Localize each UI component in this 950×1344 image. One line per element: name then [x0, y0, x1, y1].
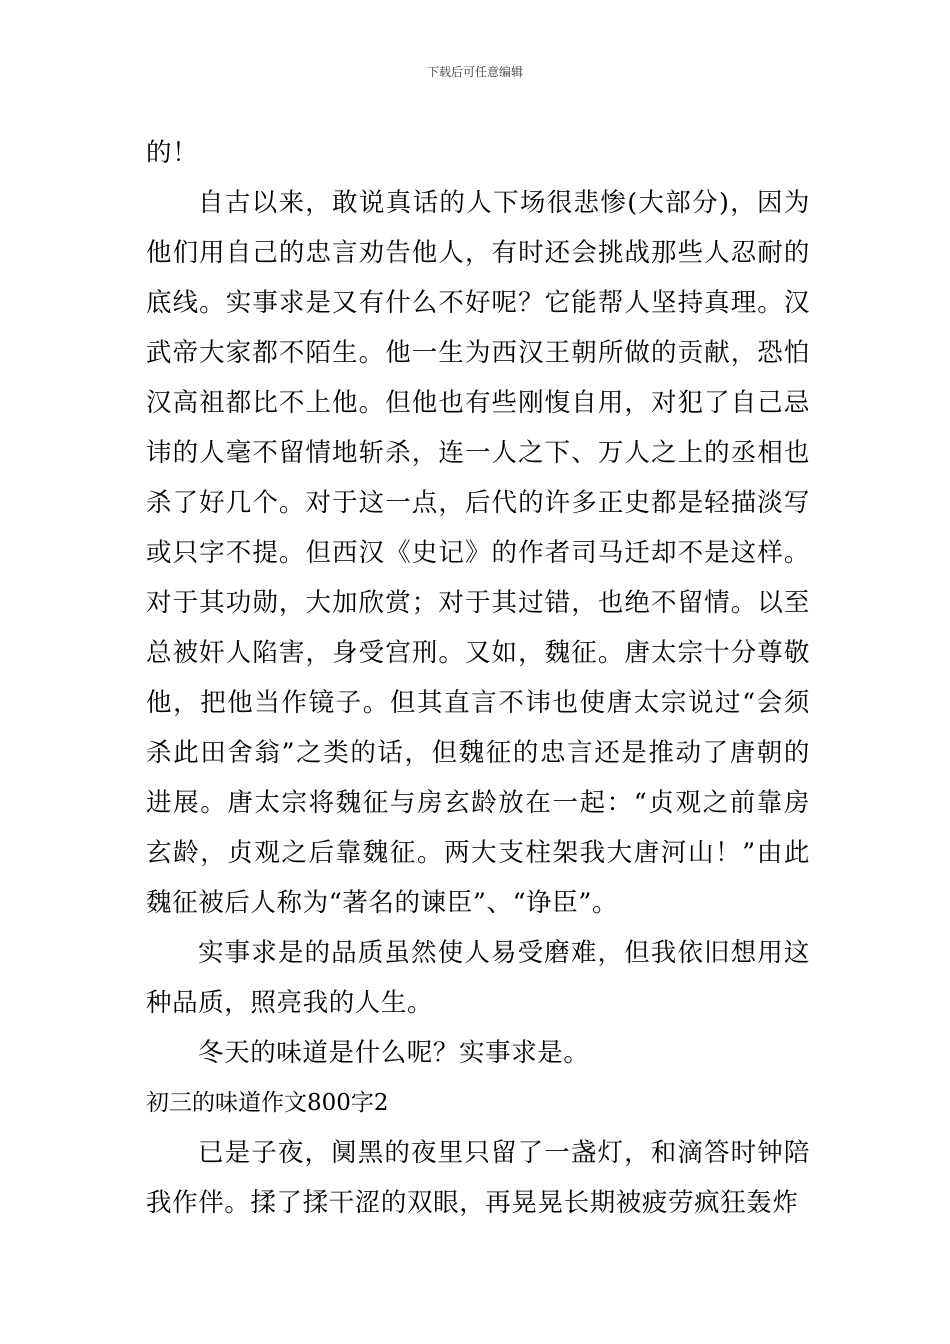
paragraph-body: 已是子夜，阒黑的夜里只留了一盏灯，和滴答时钟陪我作伴。揉了揉干涩的双眼，再晃晃长期被疲劳疯狂轰炸: [146, 1138, 810, 1218]
section-title: 初三的味道作文800字2: [146, 1090, 389, 1116]
paragraph-body: 冬天的味道是什么呢？实事求是。: [198, 1038, 590, 1068]
paragraph-body: 自古以来，敢说真话的人下场很悲惨(大部分)，因为他们用自己的忠言劝告他人，有时还会挑战那些人忍耐的底线。实事求是又有什么不好呢？它能帮人坚持真理。汉武帝大家都不陌生。他一生为西汉王朝所做的贡献，恐怕汉高祖都比不上他。但他也有些刚愎自用，对犯了自己忌讳的人毫不留情地斩杀，连一人之下、万人之上的丞相也杀了好几个。对于这一点，后代的许多正史都是轻描淡写或只字不提。但西汉《史记》的作者司马迁却不是这样。对于其功勋，大加欣赏；对于其过错，也绝不留情。以至总被奸人陷害，身受宫刑。又如，魏征。唐太宗十分尊敬他，把他当作镜子。但其直言不讳也使唐太宗说过“会须杀此田舍翁”之类的话，但魏征的忠言还是推动了唐朝的进展。唐太宗将魏征与房玄龄放在一起：“贞观之前靠房玄龄，贞观之后靠魏征。两大支柱架我大唐河山！”由此魏征被后人称为“著名的谏臣”、“诤臣”。: [146, 188, 810, 918]
paragraph-body: 实事求是的品质虽然使人易受磨难，但我依旧想用这种品质，照亮我的人生。: [146, 938, 810, 1018]
paragraph-continuation: 的！: [146, 138, 199, 168]
document-body: [146, 128, 810, 1228]
page-header: 下载后可任意编辑: [426, 65, 523, 79]
